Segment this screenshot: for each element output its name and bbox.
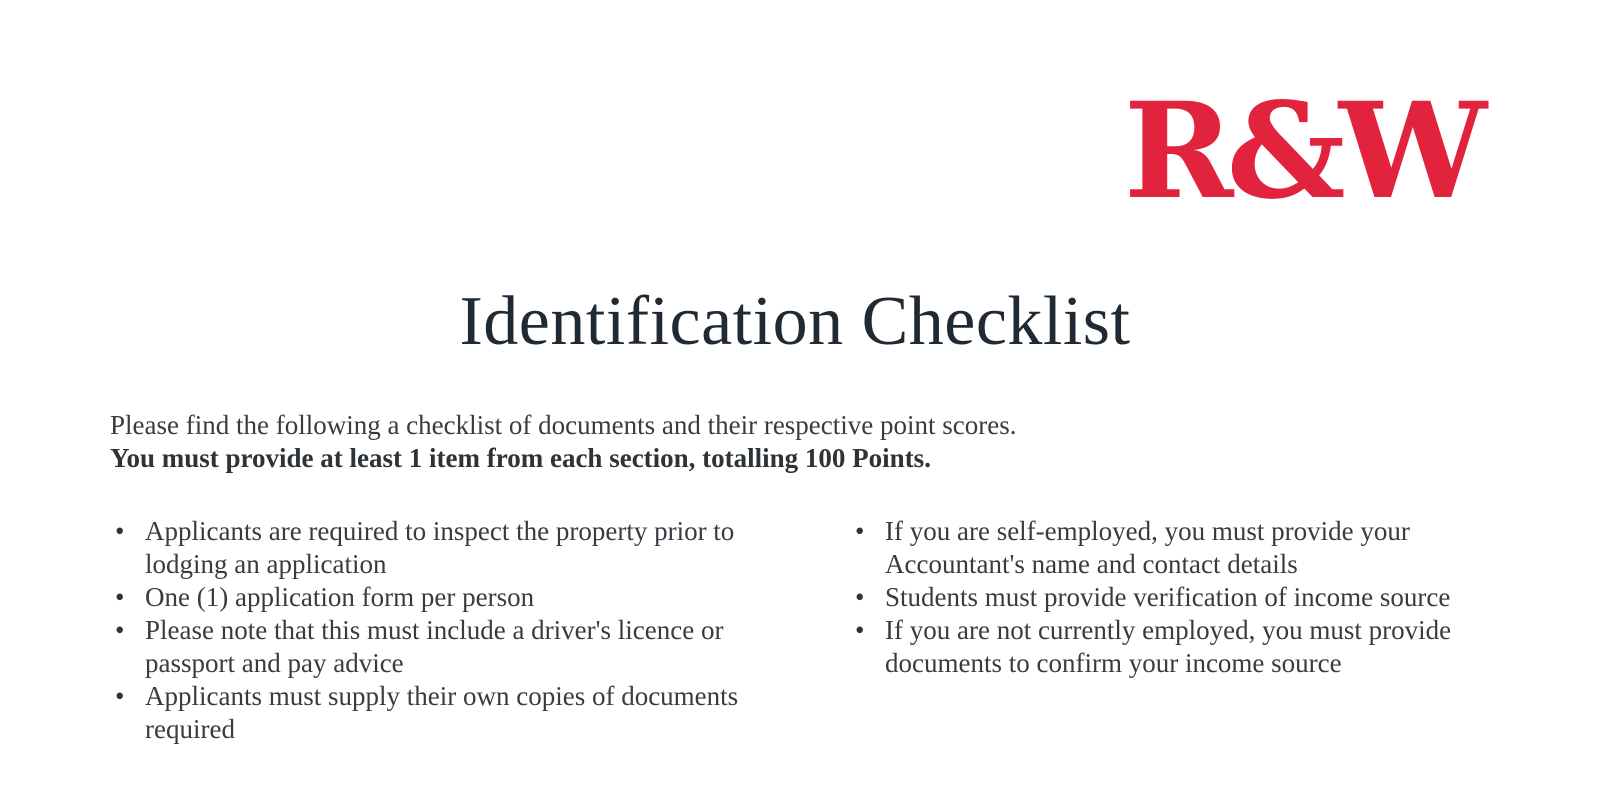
list-item-text: Applicants must supply their own copies of documents required <box>145 680 739 744</box>
page-title: Identification Checklist <box>459 283 1131 360</box>
list-item <box>110 515 760 581</box>
intro-paragraph <box>110 409 1480 475</box>
bullet-icon: • <box>855 515 865 546</box>
checklist-left-column <box>110 515 760 746</box>
intro-bold-line: You must provide at least 1 item from each section, totalling 100 Points. <box>110 442 931 473</box>
list-item-text: Students must provide verification of income source <box>885 581 1451 612</box>
list-item-text: Applicants are required to inspect the property prior to lodging an application <box>145 515 735 579</box>
bullet-icon: • <box>855 581 865 612</box>
checklist-right-column <box>850 515 1480 746</box>
list-item <box>850 581 1480 614</box>
list-item <box>850 515 1480 581</box>
bullet-icon: • <box>115 515 125 546</box>
bullet-icon: • <box>115 680 125 711</box>
list-item-text: Please note that this must include a driver's licence or passport and pay advice <box>145 614 724 678</box>
list-item <box>850 614 1480 680</box>
list-item <box>110 614 760 680</box>
list-item <box>110 680 760 746</box>
list-item-text: One (1) application form per person <box>145 581 535 612</box>
bullet-icon: • <box>115 614 125 645</box>
list-item <box>110 581 760 614</box>
intro-line: Please find the following a checklist of documents and their respective point scores. <box>110 409 1017 440</box>
bullet-icon: • <box>115 581 125 612</box>
bullet-icon: • <box>855 614 865 645</box>
rw-logo: R&W <box>1123 74 1480 229</box>
list-item-text: If you are not currently employed, you must provide documents to confirm your income source <box>885 614 1452 678</box>
list-item-text: If you are self-employed, you must provide your Accountant's name and contact details <box>885 515 1410 579</box>
checklist-columns <box>110 515 1480 746</box>
